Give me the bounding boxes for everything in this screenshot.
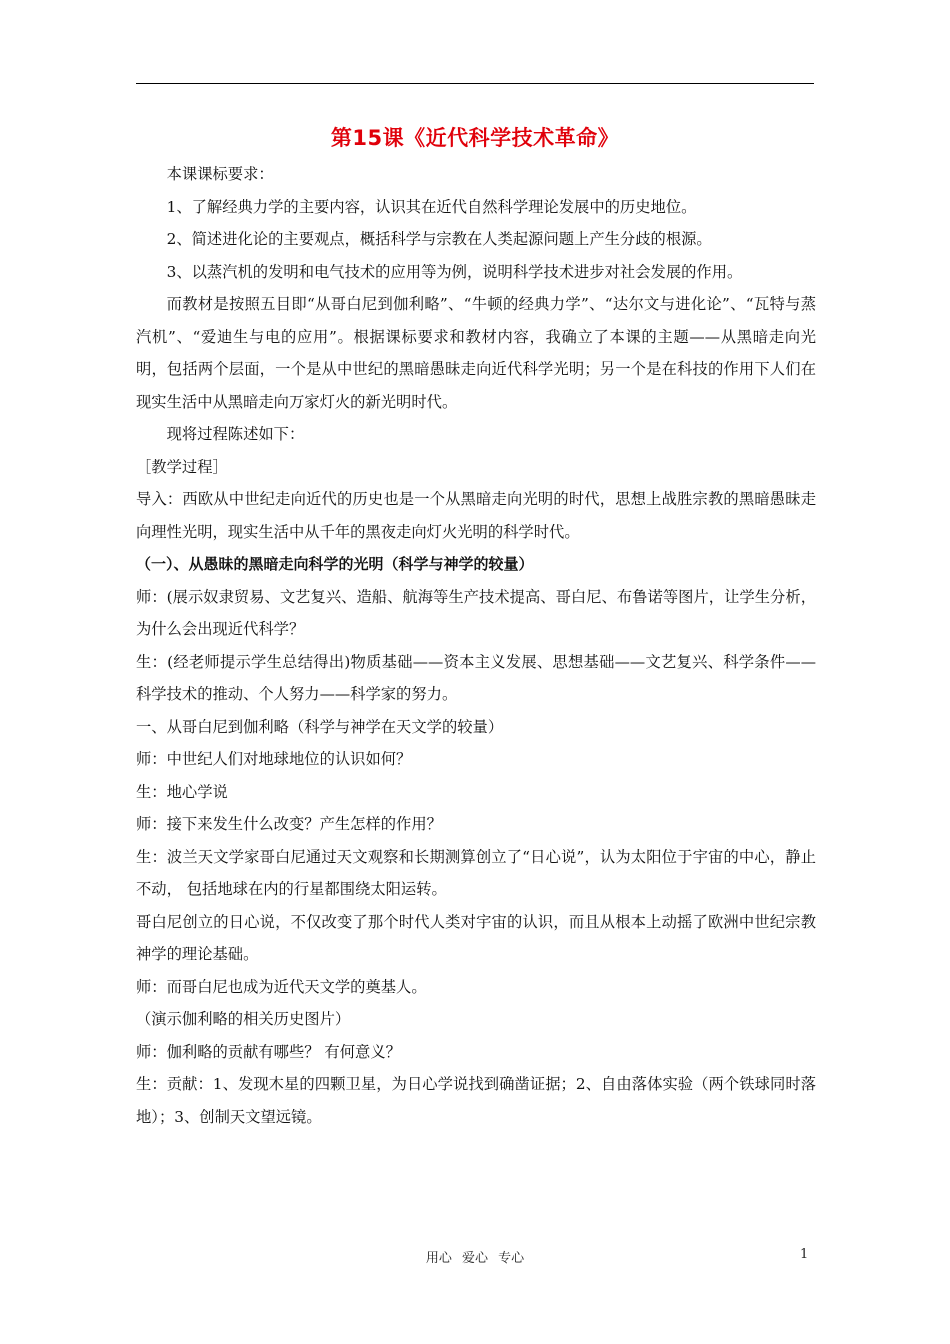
section-heading-1: （一）、从愚昧的黑暗走向科学的光明（科学与神学的较量） xyxy=(136,555,534,573)
footer-motto: 用心 爱心 专心 xyxy=(425,1251,525,1266)
header-rule xyxy=(136,83,814,84)
paragraph-teacher-question-3: 师：接下来发生什么改变？产生怎样的作用？ xyxy=(136,815,442,833)
paragraph-introduction: 导入：西欧从中世纪走向近代的历史也是一个从黑暗走向光明的时代，思想上战胜宗教的黑暗愚昧走向理性光明，现实生活中从千年的黑夜走向灯火光明的科学时代。 xyxy=(136,490,816,541)
paragraph-standard-2: 2、简述进化论的主要观点，概括科学与宗教在人类起源问题上产生分歧的根源。 xyxy=(166,230,712,248)
paragraph-student-answer-1: 生：(经老师提示学生总结得出)物质基础——资本主义发展、思想基础——文艺复兴、科学条件——科学技术的推动、个人努力——科学家的努力。 xyxy=(136,652,816,703)
paragraph-teacher-question-2: 师：中世纪人们对地球地位的认识如何？ xyxy=(136,750,412,768)
paragraph-standard-3: 3、以蒸汽机的发明和电气技术的应用等为例，说明科学技术进步对社会发展的作用。 xyxy=(166,262,743,281)
paragraph-heliocentric-significance: 哥白尼创立的日心说，不仅改变了那个时代人类对宇宙的认识，而且从根本上动摇了欧洲中世纪宗教神学的理论基础。 xyxy=(136,912,816,963)
paragraph-teacher-question-4: 师：伽利略的贡献有哪些？ 有何意义？ xyxy=(136,1042,401,1061)
paragraph-student-answer-2: 生：地心学说 xyxy=(136,782,228,801)
paragraph-textbook-theme: 而教材是按照五目即“从哥白尼到伽利略”、“牛顿的经典力学”、“达尔文与进化论”、“瓦特与蒸汽机”、“爱迪生与电的应用”。根据课标要求和教材内容，我确立了本课的主题——从黑暗走向光明，包括两个层面，一个是从中世纪的黑暗愚昧走向近代科学光明；另一个是在科技的作用下人们在现实生活中从黑暗走向万家灯火的新光明时代。 xyxy=(136,295,816,411)
lesson-title: 第15课《近代科学技术革命》 xyxy=(330,126,620,150)
paragraph-process-intro: 现将过程陈述如下： xyxy=(166,425,305,443)
document-body xyxy=(136,158,816,1133)
page-number: 1 xyxy=(800,1247,809,1262)
subsection-heading-1: 一、从哥白尼到伽利略（科学与神学在天文学的较量） xyxy=(136,717,504,736)
paragraph-teacher-copernicus: 师：而哥白尼也成为近代天文学的奠基人。 xyxy=(136,977,427,996)
paragraph-standard-1: 1、了解经典力学的主要内容，认识其在近代自然科学理论发展中的历史地位。 xyxy=(166,197,697,216)
paragraph-standards-intro: 本课课标要求： xyxy=(166,165,274,183)
paragraph-teacher-question-1: 师：(展示奴隶贸易、文艺复兴、造船、航海等生产技术提高、哥白尼、布鲁诺等图片，让学生分析，为什么会出现近代科学？ xyxy=(136,587,816,638)
paragraph-teaching-process: ［教学过程］ xyxy=(136,457,228,476)
paragraph-student-answer-3: 生：波兰天文学家哥白尼通过天文观察和长期测算创立了“日心说”，认为太阳位于宇宙的中心，静止不动， 包括地球在内的行星都围绕太阳运转。 xyxy=(136,847,816,898)
paragraph-student-answer-4: 生：贡献：1、发现木星的四颗卫星，为日心学说找到确凿证据；2、自由落体实验（两个铁球同时落地）；3、创制天文望远镜。 xyxy=(136,1075,816,1126)
paragraph-galileo-images: （演示伽利略的相关历史图片） xyxy=(136,1010,351,1028)
